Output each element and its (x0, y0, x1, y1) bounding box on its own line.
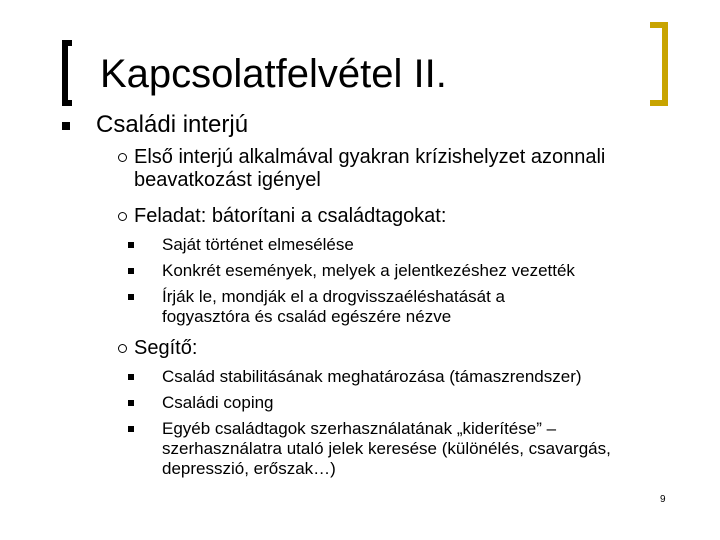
sub-list-item-text: Család stabilitásának meghatározása (támaszrendszer) (162, 367, 582, 386)
sub-list-item-text: Családi coping (162, 393, 274, 412)
ring-bullet-icon (118, 153, 127, 162)
sub-list-item-text: Konkrét események, melyek a jelentkezéshez vezették (162, 261, 575, 280)
page-number: 9 (660, 494, 666, 505)
heading-text: Családi interjú (96, 111, 249, 138)
heading-bullet (62, 110, 562, 140)
small-square-bullet-icon (128, 426, 134, 432)
title-bracket-left (62, 40, 72, 106)
list-item-text: Segítő: (134, 337, 198, 359)
small-square-bullet-icon (128, 374, 134, 380)
list-item-text: Első interjú alkalmával gyakran krízishelyzet azonnali beavatkozást igényel (134, 146, 606, 191)
sub-list-item-text: Saját történet elmesélése (162, 235, 354, 254)
small-square-bullet-icon (128, 268, 134, 274)
ring-bullet-icon (118, 212, 127, 221)
small-square-bullet-icon (128, 294, 134, 300)
sub-list-item-text: Írják le, mondják el a drogvisszaéléshatását a fogyasztóra és család egészére nézve (162, 287, 506, 326)
square-bullet-icon (62, 122, 70, 130)
title-bracket-right (650, 22, 668, 106)
small-square-bullet-icon (128, 400, 134, 406)
small-square-bullet-icon (128, 242, 134, 248)
slide-title: Kapcsolatfelvétel II. (100, 52, 447, 96)
list-item-text: Feladat: bátorítani a családtagokat: (134, 205, 447, 227)
ring-bullet-icon (118, 344, 127, 353)
sub-list-item-text: Egyéb családtagok szerhasználatának „kiderítése” – szerhasználatra utaló jelek keresése (különélés, csavargás, depresszió, erőszak…) (162, 419, 611, 478)
